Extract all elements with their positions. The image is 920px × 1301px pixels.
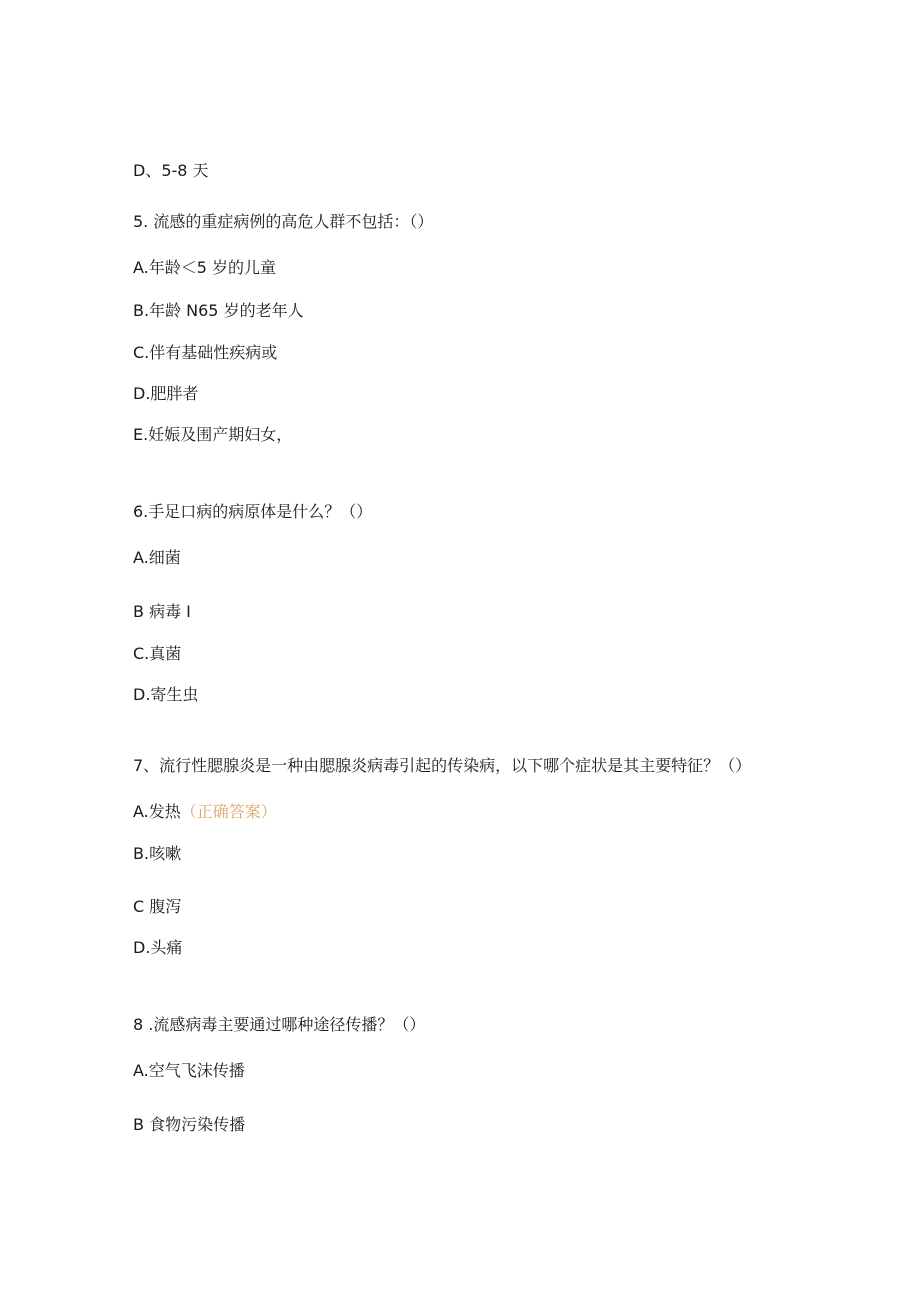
option-c-q5: C.伴有基础性疾病或: [133, 343, 278, 362]
option-b-q7: B.咳嗽: [133, 844, 182, 863]
option-b-q5: B.年龄 N65 岁的老年人: [133, 301, 304, 320]
option-d-q4: D、5-8 天: [133, 161, 209, 180]
option-b-q6: B 病毒 I: [133, 602, 191, 621]
option-a-q7-label: A.发热: [133, 802, 181, 821]
option-d-q6: D.寄生虫: [133, 685, 199, 704]
option-a-q8: A.空气飞沫传播: [133, 1061, 245, 1080]
option-a-q6: A.细菌: [133, 548, 181, 567]
correct-answer-note: （正确答案）: [180, 802, 277, 821]
option-c-q7: C 腹泻: [133, 897, 182, 916]
question-5: 5. 流感的重症病例的高危人群不包括：（）: [133, 212, 434, 231]
option-d-q5: D.肥胖者: [133, 384, 199, 403]
question-6: 6.手足口病的病原体是什么？（）: [133, 502, 373, 521]
option-a-q5: A.年龄＜5 岁的儿童: [133, 258, 277, 277]
question-8: 8 .流感病毒主要通过哪种途径传播？（）: [133, 1015, 426, 1034]
option-e-q5: E.妊娠及围产期妇女，: [133, 425, 293, 444]
option-a-q7: [133, 802, 277, 822]
option-c-q6: C.真菌: [133, 644, 182, 663]
question-7: 7、流行性腮腺炎是一种由腮腺炎病毒引起的传染病，以下哪个症状是其主要特征？（）: [133, 756, 752, 775]
option-d-q7: D.头痛: [133, 938, 183, 957]
option-b-q8: B 食物污染传播: [133, 1115, 246, 1134]
